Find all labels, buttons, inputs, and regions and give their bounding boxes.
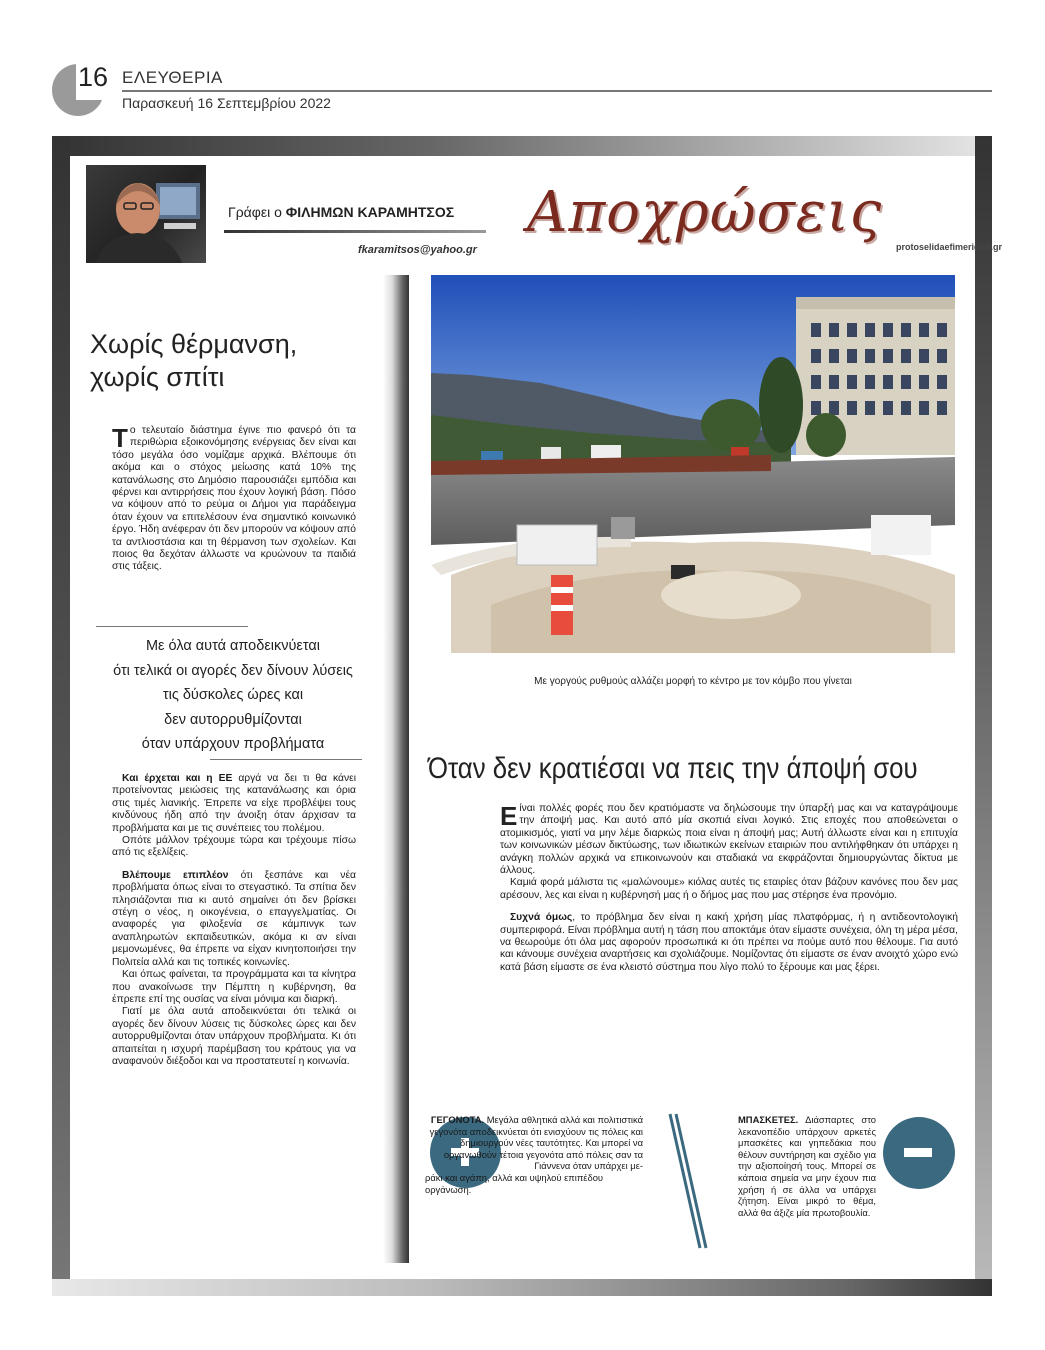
left-headline-line-1: Χωρίς θέρμανση, (90, 329, 298, 359)
pullquote-line-5: όταν υπάρχουν προβλήματα (141, 736, 325, 752)
left-paragraph-2: αργά να δει τι θα κάνει προτείνοντας μειώσεις της κατανάλωσης και όρια στις τιμές λιανικής. Έπρεπε να είχε προβλέψει τους κινδύνους ήδη από την άνοιξη όταν άρχισαν τα προβλήματα και με τις συνέπειες του πολέμου. (112, 773, 357, 834)
pullquote-line-2: ότι τελικά οι αγορές δεν δίνουν λύσεις (113, 662, 353, 679)
right-paragraph-3: , το πρόβλημα δεν είναι η κακή χρήση μίας πλατφόρμας, ή η αντιδεοντολογική συμπεριφορά. Είναι πρόβλημα αυτή η τάση που αποκτάμε όταν είμαστε συνέχεια, όλη τη μέρα μέσα, να θεωρούμε ότι όλα μας αφορούν προσωπικά κι ότι πρέπει να πούμε αυτό που θέλουμε. Για αυτό και κάνουμε συνέχεια αναρτήσεις και σχολιάζουμε. Νομίζοντας ότι είμαστε σε έναν ανοιχτό χώρο ενώ κατά βάση είμαστε σε ένα κλειστό σύστημα που λίγο πολύ το ξέρουμε και μας ξέρει. (500, 912, 958, 973)
left-paragraph-2-lead: Και έρχεται και η ΕΕ (122, 773, 233, 784)
frame-bottom-bar (52, 1279, 992, 1296)
minus-note-lead: ΜΠΑΣΚΕΤΕΣ. (738, 1114, 799, 1125)
left-dropcap: Τ (112, 423, 128, 453)
plus-note-tail: ράκι και αγάπη, αλλά και υψηλού επιπέδου οργάνωση. (425, 1171, 604, 1195)
plus-note-text: Μεγάλα αθλητικά αλλά και πολιτιστικά γεγονότα αποδεικνύεται ότι ενισχύουν τις πόλεις και δημιουργούν νέες ταυτότητες. Και μπορεί να οργανωθούν τέτοια γεγονότα από πόλεις σαν τα Γιάννενα όταν υπάρχει με- (429, 1114, 643, 1172)
plus-note-lead: ΓΕΓΟΝΟΤΑ. (430, 1114, 485, 1125)
author-name: ΦΙΛΗΜΩΝ ΚΑΡΑΜΗΤΣΟΣ (285, 204, 455, 220)
plus-note (425, 1114, 643, 1195)
minus-icon-bar (904, 1148, 932, 1157)
frame-top-bar (52, 136, 992, 156)
left-paragraph-6: Γιατί με όλα αυτά αποδεικνύεται ότι τελικά οι αγορές δεν δίνουν λύσεις τις δύσκολες ώρες και δεν αυτορρυθμίζονται όταν υπάρχουν προβλήματα. Κι ότι απαιτείται η ισχυρή παρέμβαση του κράτους για να αναφανούν διέξοδοι και να προστατευτεί η κοινωνία. (112, 1006, 356, 1067)
left-headline-line-2: χωρίς σπίτι (90, 362, 225, 392)
right-paragraph-2: Καμιά φορά μάλιστα τις «μαλώνουμε» κιόλας αυτές τις εταιρίες όταν βάζουν κανόνες που δεν μας αρέσουν, λες και είναι η κυβέρνησή μας ή ο δήμος μας που μας στέρησε ένα προνόμιο. (500, 877, 958, 901)
pullquote-line-3: τις δύσκολες ώρες και (162, 687, 304, 703)
construction-site-illustration (431, 275, 955, 653)
newspaper-name: ΕΛΕΥΘΕΡΙΑ (122, 68, 223, 87)
left-paragraph-1: ο τελευταίο διάστημα έγινε πιο φανερό ότι τα περιθώρια εξοικονόμησης ενέργειας δεν είναι και τόσο μεγάλα όσο νομίζαμε αρχικά. Βλέπουμε ότι ακόμα και ο στόχος μείωσης κατά 10% της κατανάλωσης στο Δημόσιο παρουσιάζει εμπόδια και φέρνει και αντιρρήσεις που έχουν λογική βάση. Πόσο να κόψουν από το ρεύμα οι Δήμοι για παράδειγμα όταν έχουν να επιτελέσουν ένα σημαντικό κοινωνικό έργο. Ήδη ανέφεραν ότι δεν μπορούν να κόψουν από τα αντλιοστάσια και τη θέρμανση των σχολείων. Και ποιος θα δεχόταν άλλωστε να κρυώνουν τα παιδιά στις τάξεις. (112, 425, 356, 573)
frame-left-bar (52, 136, 70, 1296)
left-article-headline (90, 328, 380, 394)
header-rule (122, 90, 992, 92)
pullquote-rule-top (96, 626, 248, 627)
author-email: fkaramitsos@yahoo.gr (358, 244, 477, 256)
left-article-body (112, 773, 356, 1068)
left-paragraph-4: ότι ξεσπάνε και νέα προβλήματα όπως είναι το στεγαστικό. Τα σπίτια δεν πλησιάζονται πια κι αυτό σημαίνει ότι δεν βρίσκει στέγη ο νέος, η οικογένεια, ο επαγγελματίας. Οι αναφορές για φιλοξενία σε κάμπινγκ των αναπληρωτών εκπαιδευτικών, ακόμα κι αν είναι μεμονωμένες, θα έπρεπε να είχαν κινητοποιήσει την Πολιτεία αλλά και τις τοπικές κοινωνίες. (112, 869, 356, 968)
photo-caption: Με γοργούς ρυθμούς αλλάζει μορφή το κέντρο με τον κόμβο που γίνεται (534, 676, 852, 687)
pullquote-line-4: δεν αυτορρυθμίζονται (164, 711, 302, 728)
pullquote-line-1: Με όλα αυτά αποδεικνύεται (145, 638, 321, 654)
byline-rule (224, 230, 486, 233)
right-dropcap: Ε (500, 801, 518, 831)
author-portrait-illustration (86, 165, 206, 263)
pullquote-rule-bottom (210, 759, 362, 760)
right-paragraph-1: ίναι πολλές φορές που δεν κρατιόμαστε να δηλώσουμε την ύπαρξή μας και να καταγράψουμε την άποψή μας. Και αυτό από μία σκοπιά είναι λογικό. Στις εποχές που αποθεώνεται ο ατομικισμός, γιατί να μην λέμε διαρκώς ποια είναι η άποψή μας; Αυτή άλλωστε είναι και η επιτυχία των κοινωνικών μέσων δικτύωσης, των ιδιωτικών εκείνων εταιριών που αντιλήφθηκαν ότι υπάρχει η ανάγκη πολλών αρχικά να επικοινωνούν και σταδιακά να εκφράζονται δημιουργώντας δίκτυα με άλλους. (500, 803, 958, 877)
byline-prefix: Γράφει ο (228, 204, 282, 220)
issue-date: Παρασκευή 16 Σεπτεμβρίου 2022 (122, 95, 331, 111)
article-photo (431, 275, 955, 653)
author-photo (86, 165, 206, 263)
byline (228, 204, 454, 220)
column-masthead: Αποχρώσεις (527, 180, 883, 245)
right-paragraph-3-lead: Συχνά όμως (510, 912, 573, 924)
page-number: 16 (78, 62, 109, 92)
minus-note-text: Διάσπαρτες στο λεκανοπέδιο υπάρχουν αρκετές μπασκέτες και γηπεδάκια που θέλουν συντήρηση και σχέδιο για την αξιοποίησή τους. Μπορεί σε κάποια σημεία να μην έχουν πια χρήση ή σε άλλα να υπάρχει ζήτηση. Είναι μικρό το θέμα, αλλά θα άξιζε μία πρωτοβουλία. (738, 1114, 876, 1218)
right-article-headline: Όταν δεν κρατιέσαι να πεις την άποψή σου (428, 752, 918, 785)
frame-right-bar (975, 136, 992, 1296)
slash-divider (666, 1112, 712, 1250)
minus-note (738, 1114, 876, 1218)
right-article-body (500, 803, 958, 974)
watermark: protoselidaefimeridon.gr (896, 242, 1003, 252)
left-paragraph-4-lead: Βλέπουμε επιπλέον (122, 869, 229, 881)
pullquote (92, 634, 374, 757)
left-article-intro (112, 425, 356, 574)
column-divider (383, 275, 409, 1263)
left-paragraph-5: Και όπως φαίνεται, τα προγράμματα και τα κίνητρα που ανακοίνωσε την Πέμπτη η κυβέρνηση, θα έπρεπε επί της ουσίας να είναι μόνιμα και διαρκή. (112, 969, 356, 1005)
left-paragraph-3: Οπότε μάλλον τρέχουμε τώρα και τρέχουμε πίσω από τις εξελίξεις. (112, 835, 356, 859)
